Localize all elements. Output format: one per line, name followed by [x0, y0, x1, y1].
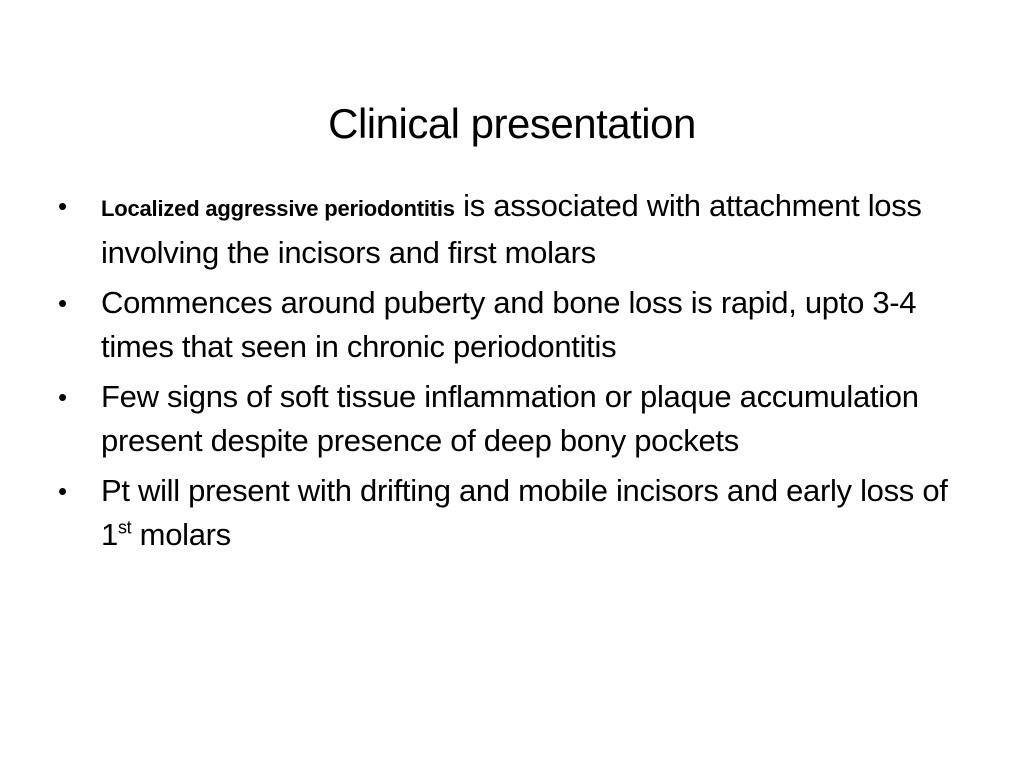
bullet-item [56, 184, 976, 275]
slide-title: Clinical presentation [328, 100, 696, 148]
bullet-item [56, 281, 976, 369]
bullet-item [56, 469, 976, 557]
bullet-text: is associated with attachment loss involving the incisors and first molars [101, 188, 922, 270]
bullet-icon: • [58, 191, 67, 221]
bullet-text: Pt will present with drifting and mobile incisors and early loss of 1 [101, 473, 948, 552]
bullet-icon: • [58, 288, 67, 318]
bullet-item [56, 375, 976, 463]
bullet-text: Commences around puberty and bone loss is rapid, upto 3-4 times that seen in chronic periodontitis [101, 285, 917, 364]
bullet-icon: • [58, 382, 67, 412]
bullet-bold-lead: Localized aggressive periodontitis [101, 196, 455, 221]
bullet-text-tail: molars [131, 517, 231, 552]
bullet-list [56, 184, 976, 563]
superscript-ordinal: st [117, 517, 132, 538]
bullet-icon: • [58, 476, 67, 506]
bullet-text: Few signs of soft tissue inflammation or plaque accumulation present despite presence of deep bony pockets [101, 379, 919, 458]
